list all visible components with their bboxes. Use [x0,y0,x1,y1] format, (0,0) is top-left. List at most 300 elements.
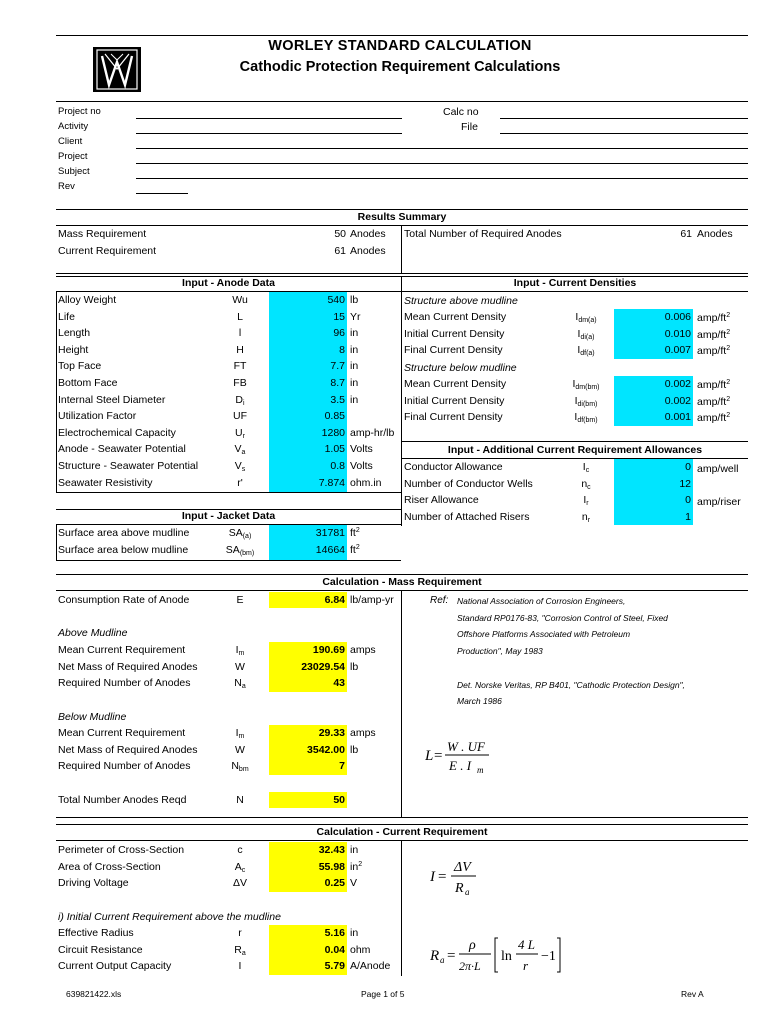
jacket-label: Surface area above mudline [58,527,190,539]
unit [350,394,358,406]
project-field[interactable] [136,133,402,134]
unit-text: Volts [350,443,373,456]
symbol [560,478,612,491]
above-mudline-subheading: Above Mudline [58,627,128,639]
symbol-subscript: dm(a) [578,317,597,324]
below-mudline-subheading: Below Mudline [58,711,127,723]
total-anodes-label: Total Number of Required Anodes [404,228,562,240]
symbol [215,727,265,740]
mass-label: Mean Current Requirement [58,727,186,739]
density-label: Final Current Density [404,344,503,357]
unit-text: in [350,393,359,406]
current-label: Perimeter of Cross-Section [58,844,185,856]
reference-line: Det. Norske Veritas, RP B401, "Cathodic Protection Design", [457,680,685,690]
unit-text: lb/amp-yr [350,594,394,606]
symbol-text: l [238,327,242,340]
symbol-text: W [235,743,245,756]
allowance-value[interactable]: 0 [685,494,691,507]
unit [350,477,382,489]
anode-label: Internal Steel Diameter [58,393,166,406]
svg-text:ρ: ρ [469,938,476,953]
reference-line: March 1986 [457,696,502,706]
symbol [560,395,612,408]
unit-text: in [350,377,359,389]
current-label: Driving Voltage [58,877,129,890]
current-requirement-title: Calculation - Current Requirement [316,826,488,838]
symbol [215,861,265,874]
total-anodes-value: 61 [680,228,692,240]
symbol-subscript: c [241,866,246,874]
unit [350,544,360,556]
symbol [215,344,265,356]
anode-value[interactable]: 7.874 [318,476,345,489]
symbol [215,960,265,972]
unit [350,460,373,472]
unit [350,377,358,389]
symbol-text: I [572,378,576,390]
allowance-label: Number of Conductor Wells [404,477,533,490]
symbol-subscript: r [242,432,245,440]
calc-no-field[interactable] [500,118,748,119]
unit [350,327,358,339]
symbol [215,443,265,456]
document-title: WORLEY STANDARD CALCULATION [268,38,532,54]
mass-label: Required Number of Anodes [58,760,191,773]
current-label: Circuit Resistance [58,943,143,956]
allowance-label: Riser Allowance [404,494,479,507]
anode-value[interactable]: 8.7 [330,377,345,389]
symbol-text: r [238,927,242,939]
allowance-label: Conductor Allowance [404,461,503,473]
reference-line: Production", May 1983 [457,646,543,656]
anode-value[interactable]: 0.85 [324,410,345,423]
symbol [215,410,265,422]
svg-text:=: = [447,948,456,964]
svg-text:m: m [477,765,484,775]
anode-value[interactable]: 15 [333,310,345,323]
symbol [215,394,265,407]
symbol-text: E [236,594,244,606]
anode-value[interactable]: 8 [339,343,345,356]
project-label: Subject [58,166,90,177]
current-requirement-value: 61 [334,245,346,257]
current-value: 0.25 [324,877,345,890]
unit-text: Yr [350,310,361,323]
unit-superscript: 2 [726,395,731,403]
unit-text: in [350,343,359,356]
anode-label: Length [58,327,91,340]
symbol-text: D [235,393,244,406]
symbol-text: I [577,344,581,357]
symbol [215,794,265,806]
anode-value[interactable]: 1280 [321,426,345,439]
symbol [215,927,265,939]
symbol-text: V [234,460,242,472]
anode-label: Top Face [58,360,102,373]
symbol-subscript: df(a) [580,350,595,358]
symbol [560,461,612,474]
unit [350,594,394,606]
symbol-text: A [234,860,242,873]
symbol-subscript: s [241,466,246,473]
unit-text: amp-hr/lb [350,426,395,439]
file-label: File [461,121,478,133]
calc-no-label: Calc no [443,106,479,118]
symbol-text: SA [225,543,240,556]
unit [697,345,730,357]
unit [697,329,730,341]
unit-text: ohm [350,943,371,956]
symbol-text: FB [233,377,247,389]
anode-label: Utilization Factor [58,410,137,423]
anode-value[interactable]: 7.7 [330,360,345,373]
unit-superscript: 2 [355,543,360,551]
mass-requirement-label: Mass Requirement [58,228,147,240]
unit-text: in [350,860,359,873]
jacket-data-title: Input - Jacket Data [181,510,276,522]
current-densities-title: Input - Current Densities [513,277,637,289]
current-requirement-label: Current Requirement [58,245,157,257]
current-value: 5.79 [324,960,345,973]
unit [350,644,376,656]
symbol-subscript: c [585,467,590,474]
project-label: Activity [58,121,89,132]
symbol-subscript: c [587,483,591,491]
symbol [215,527,265,540]
current-value: 0.04 [324,943,345,956]
density-value[interactable]: 0.002 [664,394,691,407]
anode-data-title: Input - Anode Data [182,277,275,289]
unit-text: amp/ft [697,395,727,408]
resistance-formula [430,934,570,976]
density-label: Final Current Density [404,411,503,424]
current-formula [430,856,500,898]
unit-text: amp/ft [697,345,727,358]
unit [697,396,730,408]
symbol-text: n [581,477,588,490]
above-mudline-heading: Structure above mudline [404,295,518,307]
unit-text: amp/riser [697,496,741,509]
symbol-text: n [581,510,588,523]
svg-text:W . UF: W . UF [447,739,485,754]
unit [697,496,741,508]
symbol-text: Wu [232,294,248,306]
mass-requirement-title: Calculation - Mass Requirement [322,576,482,588]
svg-text:E . I: E . I [449,758,472,773]
symbol-text: I [575,311,579,323]
unit [350,944,370,956]
project-field[interactable] [136,193,188,194]
anode-label: Bottom Face [58,377,118,389]
mass-value: 3542.00 [307,743,345,756]
symbol [215,760,265,773]
unit [350,311,361,323]
symbol-subscript: bm [238,766,249,774]
unit-superscript: 2 [726,412,731,420]
below-mudline-heading: Structure below mudline [404,362,517,374]
unit-text: Volts [350,460,373,472]
mass-label: Required Number of Anodes [58,677,191,690]
unit [350,960,390,972]
reference-line: Offshore Platforms Associated with Petroleum [457,629,631,639]
symbol [215,427,265,440]
unit-text: lb [350,294,359,306]
mass-value: 50 [333,794,345,806]
anode-value[interactable]: 1.05 [324,443,345,456]
symbol [215,360,265,372]
project-field[interactable] [136,118,402,119]
symbol [560,411,612,424]
symbol-text: I [577,327,581,340]
symbol-subscript: a [241,449,246,457]
unit-text: V [350,877,358,890]
symbol-subscript: di(a) [580,333,595,341]
jacket-value[interactable]: 14664 [315,543,345,556]
allowances-title: Input - Additional Current Requirement Allowances [447,444,703,456]
unit [350,727,376,739]
current-label: Effective Radius [58,927,134,939]
unit [350,877,357,889]
density-value[interactable]: 0.001 [664,411,691,424]
symbol [215,944,265,957]
density-label: Initial Current Density [404,327,505,340]
symbol-text: I [574,394,578,407]
unit [350,294,358,306]
reference-line: Standard RP0176-83, "Corrosion Control of Steel, Fixed [457,613,668,623]
anode-label: Structure - Seawater Potential [58,460,199,472]
project-label: Project no [58,106,101,117]
symbol [215,661,265,673]
symbol-text: I [583,494,587,507]
allowance-value[interactable]: 0 [685,461,691,473]
svg-text:4 L: 4 L [518,937,535,952]
symbol-text: R [234,943,242,956]
allowance-label: Number of Attached Risers [404,510,530,523]
mass-formula [425,736,525,776]
footer-file: 639821422.xls [66,989,122,999]
symbol [560,378,612,391]
project-field[interactable] [136,178,748,179]
unit-superscript: 2 [726,328,731,336]
unit-text: amps [350,644,376,656]
mass-value: 29.33 [318,727,345,739]
unit-text: in [350,360,359,373]
project-label: Client [58,136,83,147]
anode-value[interactable]: 3.5 [330,393,345,406]
anode-label: Alloy Weight [58,294,117,306]
unit-text: amps [350,727,376,739]
unit [350,927,358,939]
density-label: Mean Current Density [404,311,507,323]
unit-text: amp/ft [697,312,727,324]
symbol [215,877,265,889]
anode-label: Height [58,343,89,356]
svg-text:I: I [430,869,435,885]
current-value: 55.98 [318,860,345,873]
symbol-subscript: m [238,733,245,740]
total-anodes-unit: Anodes [697,228,733,240]
document-subtitle: Cathodic Protection Requirement Calculations [239,59,561,75]
symbol-text: N [234,677,242,690]
unit-text: ft [350,543,356,556]
unit-superscript: 2 [355,527,360,534]
unit-text: in [350,844,359,856]
symbol-subscript: a [241,683,246,691]
anode-label: Life [58,310,75,323]
jacket-value[interactable]: 31781 [315,527,345,539]
unit [697,379,730,391]
svg-text:R: R [430,948,440,964]
symbol-text: W [235,660,245,673]
allowance-value[interactable]: 1 [685,510,691,523]
density-value[interactable]: 0.002 [664,378,691,390]
svg-text:L: L [425,748,434,764]
unit [350,844,358,856]
symbol [215,677,265,690]
mass-label: Net Mass of Required Anodes [58,660,198,673]
symbol [215,544,265,557]
unit-text: amp/ft [697,412,727,425]
unit-text: in [350,927,359,939]
symbol-text: UF [233,410,247,423]
mass-label: Consumption Rate of Anode [58,594,190,606]
current-requirement-unit: Anodes [350,245,386,257]
symbol-subscript: a [241,949,246,957]
project-label: Project [58,151,88,162]
unit [350,344,358,356]
svg-text:ΔV: ΔV [454,860,471,875]
unit-text: amp/well [697,463,739,475]
unit-text: A/Anode [350,960,391,973]
svg-text:=: = [438,869,447,885]
mass-requirement-value: 50 [334,228,346,240]
footer-rev: Rev A [681,989,704,999]
svg-text:−1: −1 [541,949,556,964]
anode-value[interactable]: 96 [333,327,345,340]
density-value[interactable]: 0.007 [664,344,691,357]
unit-superscript: 2 [726,345,731,353]
current-label: Current Output Capacity [58,960,172,973]
symbol [215,744,265,756]
symbol-text: V [234,443,242,456]
reference-line: National Association of Corrosion Engineers, [457,596,626,606]
symbol [215,644,265,657]
project-field[interactable] [136,148,748,149]
unit-text: lb [350,743,359,756]
unit-text: ohm.in [350,476,382,489]
anode-label: Electrochemical Capacity [58,426,176,439]
jacket-label: Surface area below mudline [58,543,189,556]
file-field[interactable] [500,133,748,134]
unit [350,744,358,756]
anode-label: Anode - Seawater Potential [58,443,186,456]
symbol [215,477,265,489]
symbol-subscript: (bm) [239,549,255,557]
svg-text:a: a [465,887,470,897]
unit [697,312,730,324]
initial-current-subheading: i) Initial Current Requirement above the mudline [58,911,281,923]
density-value[interactable]: 0.010 [664,327,691,340]
symbol-text: c [237,844,243,856]
unit [350,527,360,539]
symbol-subscript: di(bm) [577,400,598,408]
svg-text:R: R [455,881,464,896]
anode-value[interactable]: 0.8 [330,460,345,472]
anode-label: Seawater Resistivity [58,476,153,489]
symbol [560,511,612,524]
symbol-text: ΔV [232,877,248,890]
unit-text: amp/ft [697,379,727,391]
symbol [215,327,265,339]
anode-value[interactable]: 540 [327,294,345,306]
mass-label: Net Mass of Required Anodes [58,743,198,756]
symbol [560,311,612,324]
unit-superscript: 2 [358,860,363,868]
current-label: Area of Cross-Section [58,860,161,873]
mass-label: Mean Current Requirement [58,644,186,656]
symbol-text: N [236,794,244,806]
project-label: Rev [58,181,75,192]
allowance-value[interactable]: 12 [679,477,691,490]
mass-label: Total Number Anodes Reqd [58,794,187,806]
unit-superscript: 2 [726,379,731,386]
unit [697,463,738,475]
symbol [215,377,265,389]
unit [350,427,394,439]
reference-label: Ref: [430,595,449,606]
project-field[interactable] [136,163,748,164]
unit [350,661,358,673]
current-value: 5.16 [324,927,345,939]
symbol [560,494,612,507]
footer-page: Page 1 of 5 [361,989,405,999]
svg-text:ln: ln [501,949,512,964]
mass-value: 43 [333,677,345,690]
mass-requirement-unit: Anodes [350,228,386,240]
symbol-text: I [574,411,578,424]
symbol [560,328,612,341]
density-value[interactable]: 0.006 [664,311,691,323]
symbol-text: FT [233,360,247,373]
symbol-subscript: dm(bm) [575,384,600,391]
symbol-text: I [238,960,242,973]
unit [350,861,362,873]
symbol-subscript: i [243,399,245,407]
symbol-text: L [237,310,243,323]
symbol [215,594,265,606]
symbol-subscript: m [238,650,245,657]
symbol-text: r' [237,476,243,489]
unit-superscript: 2 [726,312,731,319]
symbol [215,294,265,306]
svg-text:a: a [440,955,445,965]
symbol [215,311,265,323]
worley-logo [93,47,141,92]
unit [350,443,373,455]
symbol [215,844,265,856]
symbol-text: U [235,426,243,439]
symbol-subscript: r [586,500,589,508]
unit-text: amp/ft [697,328,727,341]
mass-value: 190.69 [312,644,345,656]
unit-text: ft [350,527,356,539]
mass-value: 7 [339,760,345,773]
unit [697,412,730,424]
symbol-text: N [231,760,239,773]
symbol [215,460,265,473]
mass-value: 6.84 [324,594,345,606]
results-summary-title: Results Summary [357,211,447,223]
